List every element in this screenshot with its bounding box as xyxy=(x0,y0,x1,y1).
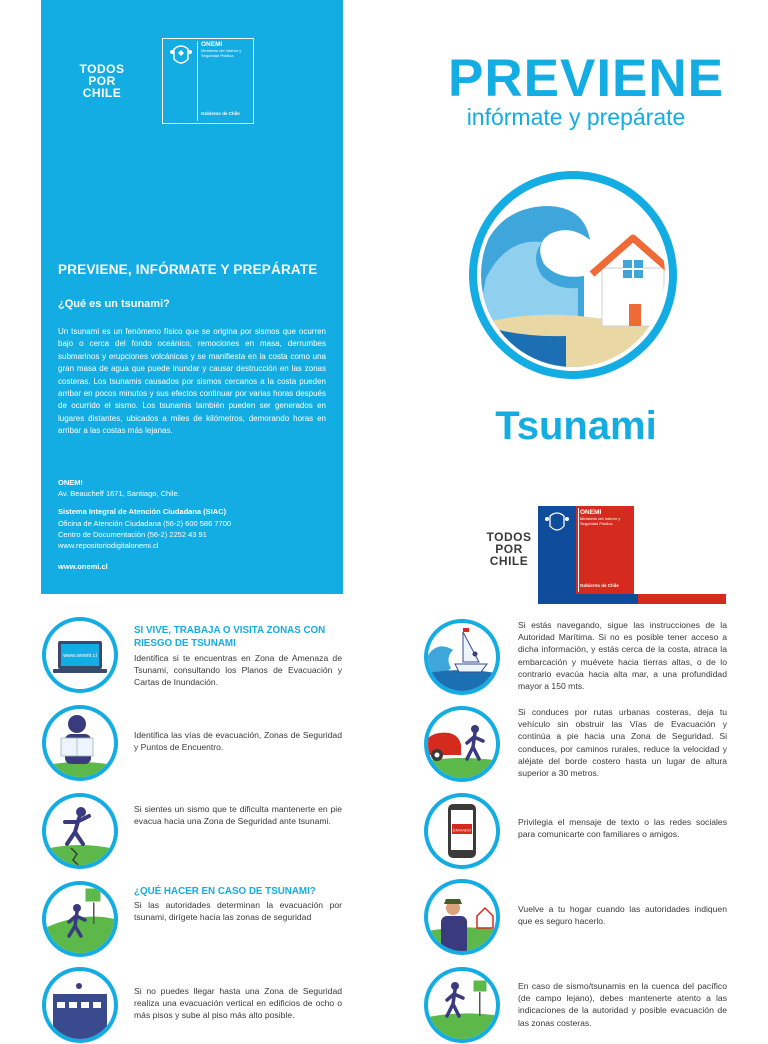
person-falling-earthquake-icon xyxy=(41,792,119,870)
tip-text: Identifica si te encuentras en Zona de Amenaza de Tsunami, consultando los Planos de Evacuación y Cartas de Inundación. xyxy=(134,653,342,688)
onemi-label: ONEMI xyxy=(201,41,223,48)
cover-title: PREVIENE xyxy=(448,49,725,108)
tip-text: Si sientes un sismo que te dificulta mantenerte en pie evacua hacia una Zona de Seguridad ante tsunami. xyxy=(134,804,342,827)
authority-home-icon xyxy=(423,878,501,956)
logo-word: POR xyxy=(495,542,523,556)
contact-onemi: ONEMI xyxy=(58,478,83,487)
logo-divider xyxy=(197,41,198,121)
panel-heading: PREVIENE, INFÓRMATE Y PREPÁRATE xyxy=(58,262,318,277)
tsunami-wave-house-icon xyxy=(466,168,680,382)
todos-por-chile-logo xyxy=(484,531,534,567)
logo-word: CHILE xyxy=(82,86,122,100)
phone-message-icon xyxy=(423,792,501,870)
contact-oficina: Oficina de Atención Ciudadana (56-2) 600 586 7700 xyxy=(58,519,232,528)
tip-heading: ¿QUÉ HACER EN CASO DE TSUNAMI? xyxy=(134,886,316,897)
contact-address: Av. Beaucheff 1671, Santiago, Chile. xyxy=(58,489,180,498)
tip-heading: SI VIVE, TRABAJA O VISITA ZONAS CON RIESGO DE TSUNAMI xyxy=(134,625,326,649)
contact-siac: Sistema Integral de Atención Ciudadana (SIAC) xyxy=(58,507,227,516)
onemi-label: ONEMI xyxy=(580,509,602,516)
panel-body-text: Un tsunami es un fenómeno físico que se origina por sismos que ocurren bajo o cerca del fondo oceánico, remociones en masa, derrumbes submarinos y erupciones volcánicas y se manifiesta en la costa como una gran masa de agua que puede inundar y causar destrucción en las zonas costeras. Los tsunamis causados por sismos cercanos a la costa pueden arribar en pocos minutos y sus efectos continuar por varias horas después de ocurrido el sismo. Los tsunamis también pueden ser generados en lugares distantes, ubicados a miles de kilómetros, demorando horas en arribar a las costas más lejanas. xyxy=(58,327,326,436)
gobierno-label: Gobierno de Chile xyxy=(580,583,619,588)
contact-centro: Centro de Documentación (56-2) 2252 43 91 xyxy=(58,530,207,539)
person-evacuating-icon xyxy=(41,880,119,958)
laptop-screen-text: www.onemi.cl xyxy=(63,653,97,659)
tip-text: Si las autoridades determinan la evacuación por tsunami, dirígete hacia las zonas de seguridad xyxy=(134,900,342,923)
cover-subtitle: infórmate y prepárate xyxy=(466,104,686,130)
logo-word: CHILE xyxy=(489,554,529,568)
ministry-label: Ministerio del Interior y Seguridad Pública xyxy=(201,48,242,58)
car-and-person-icon xyxy=(423,705,501,783)
tip-text: Identifica las vías de evacuación, Zonas de Seguridad y Puntos de Encuentro. xyxy=(134,730,342,753)
building-icon xyxy=(41,966,119,1044)
onemi-logo xyxy=(162,38,254,124)
person-reading-map-icon xyxy=(41,704,119,782)
phone-screen-text: ENVIADO xyxy=(452,827,472,833)
tip-text: En caso de sismo/tsunamis en la cuenca del pacífico (de campo lejano), debes mantenerte atento a las indicaciones de la autoridad y posible evacuación de las zonas costeras. xyxy=(518,981,727,1028)
flag-stripe xyxy=(538,594,726,604)
sailboat-wave-icon xyxy=(423,618,501,696)
tip-text: Si estás navegando, sigue las instrucciones de la Autoridad Marítima. Si no es posible tener acceso a dicha información, y estás cerca de la costa, atraca la embarcación y muévete hacia tierras altas, o de lo contrario evacúa hacia alta mar, a una profundidad mayor a 150 mts. xyxy=(518,620,727,692)
chile-coat-of-arms-icon xyxy=(167,43,195,69)
logo-word: TODOS xyxy=(79,62,125,76)
ministry-label: Ministerio del Interior y Seguridad Pública xyxy=(580,516,621,526)
contact-repository-link[interactable]: www.repositoriodigitalonemi.cl xyxy=(58,541,159,550)
panel-question: ¿Qué es un tsunami? xyxy=(58,298,170,310)
logo-word: TODOS xyxy=(486,530,532,544)
gobierno-label: Gobierno de Chile xyxy=(201,111,240,116)
todos-por-chile-logo xyxy=(72,63,132,99)
laptop-icon xyxy=(41,616,119,694)
contact-website-link[interactable]: www.onemi.cl xyxy=(58,562,108,571)
person-safety-sign-icon xyxy=(423,966,501,1044)
cover-topic: Tsunami xyxy=(495,404,657,448)
tip-text: Vuelve a tu hogar cuando las autoridades indiquen que es seguro hacerlo. xyxy=(518,904,727,927)
logo-word: POR xyxy=(88,74,116,88)
tip-text: Si no puedes llegar hasta una Zona de Seguridad realiza una evacuación vertical en edificios de ocho o más pisos y sube al piso más alto posible. xyxy=(134,986,342,1021)
tip-text: Si conduces por rutas urbanas costeras, deja tu vehículo sin obstruir las Vías de Evacuación y continúa a pie hacia una Zona de Seguridad. Si conduces, por caminos rurales, reduce la velocidad y aléjate del borde costero hasta un lugar de altura superior a 30 metros. xyxy=(518,707,727,779)
tip-text: Privilegia el mensaje de texto o las redes sociales para comunicarte con familiares o amigos. xyxy=(518,817,727,840)
